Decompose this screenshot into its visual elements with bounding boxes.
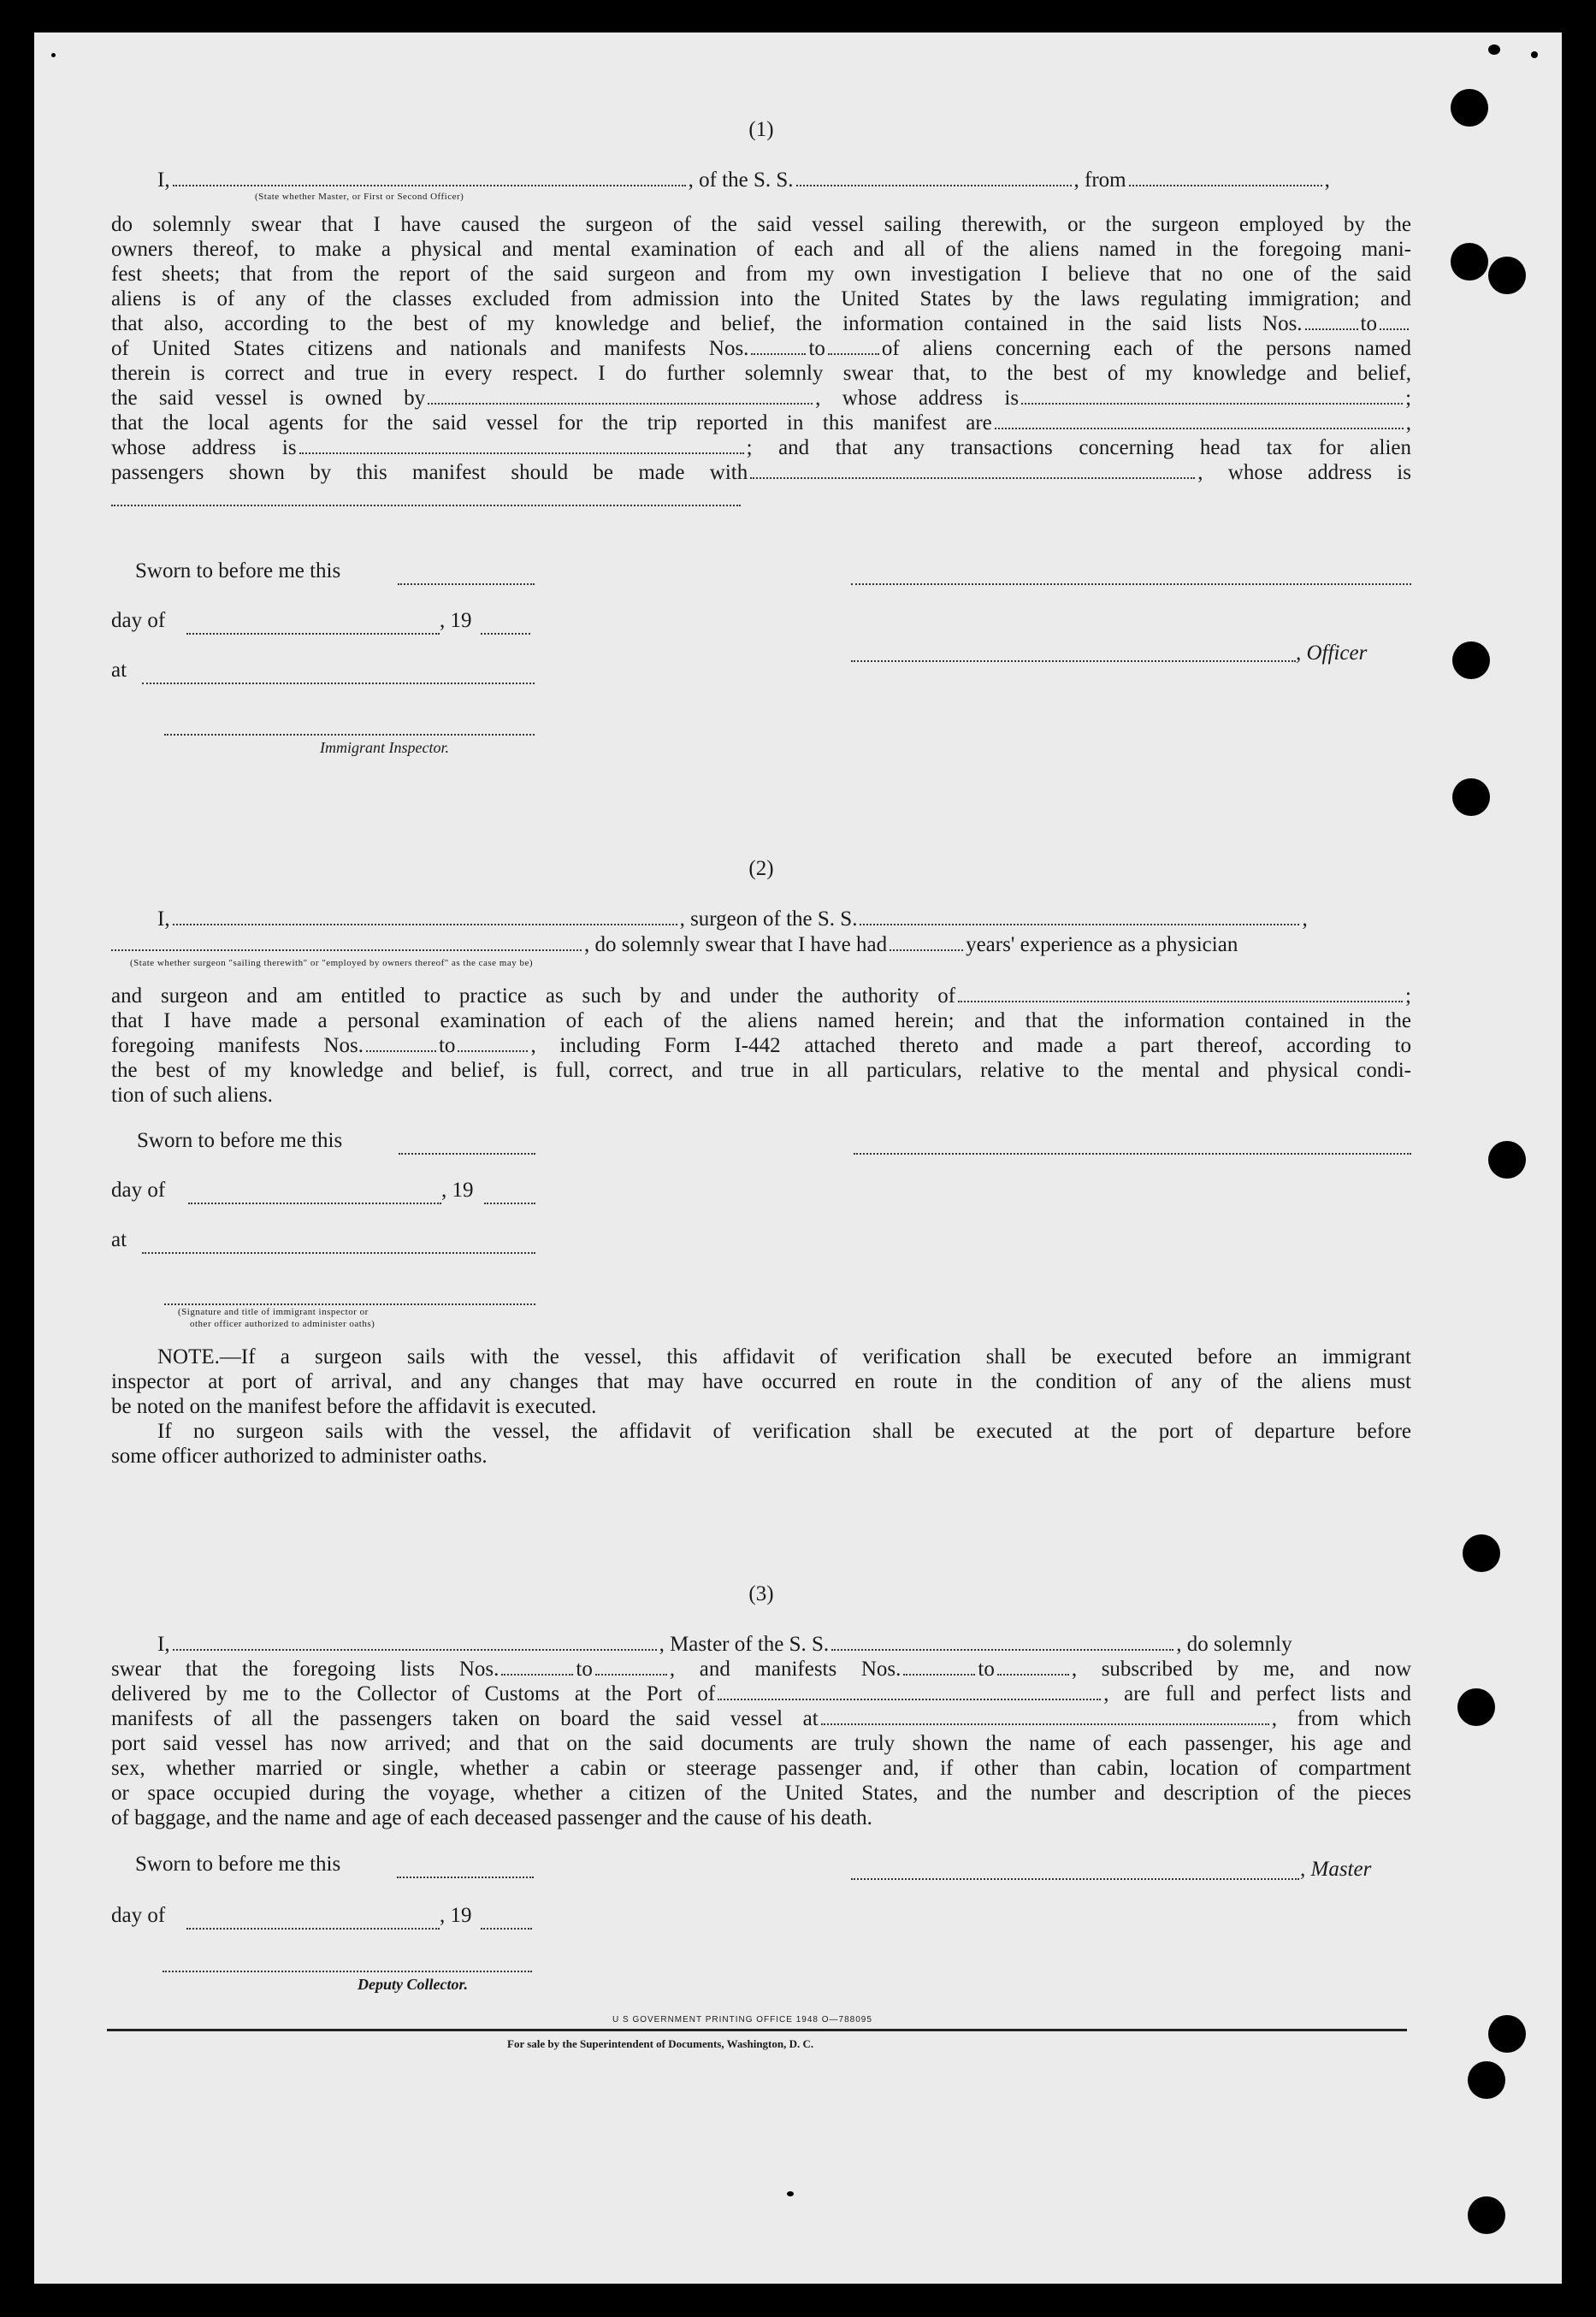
s2-note-line: some officer authorized to administer oaths. — [111, 1445, 488, 1468]
s2-para-line: that I have made a personal examination of each of the aliens named herein; and that the information contained in the — [111, 1009, 1411, 1032]
s1-para-line: owners thereof, to make a physical and mental examination of each and all of the aliens named in the foregoing mani- — [111, 238, 1411, 261]
s1-para-line: of United States citizens and nationals and manifests Nos. to of aliens concerning each of the persons named — [111, 337, 1411, 360]
s3-para-line: manifests of all the passengers taken on board the said vessel at , from which — [111, 1707, 1411, 1730]
s2-year-label: , 19 — [441, 1179, 474, 1202]
s2-signature-line — [854, 1153, 1411, 1155]
gpo-imprint: U S GOVERNMENT PRINTING OFFICE 1948 O—788095 — [612, 2015, 872, 2024]
s1-inspector-label: Immigrant Inspector. — [320, 739, 449, 756]
punch-hole — [1488, 2015, 1526, 2053]
s2-sworn-label: Sworn to before me this — [137, 1129, 343, 1152]
s2-sig-note-2: other officer authorized to administer oaths) — [190, 1319, 375, 1329]
s2-line-2: , do solemnly swear that I have had years' experience as a physician — [111, 932, 1411, 957]
s1-para-line: fest sheets; that from the report of the said surgeon and from my own investigation I believe that no one of the said — [111, 263, 1411, 286]
s1-para-line: do solemnly swear that I have caused the surgeon of the said vessel sailing therewith, or the surgeon employed by the — [111, 213, 1411, 236]
s1-para-line: the said vessel is owned by , whose address is ; — [111, 387, 1412, 410]
speck — [787, 2191, 794, 2196]
s2-sig-note-1: (Signature and title of immigrant inspector or — [178, 1307, 369, 1317]
punch-hole — [1468, 2061, 1505, 2099]
s1-para-line: therein is correct and true in every respect. I do further solemnly swear that, to the best of my knowledge and belief, — [111, 362, 1411, 385]
punch-hole — [1468, 2196, 1505, 2234]
s2-inspector-signature-line — [164, 1303, 535, 1305]
s1-para-line: passengers shown by this manifest should be made with , whose address is — [111, 461, 1411, 484]
s1-sworn-label: Sworn to before me this — [135, 559, 341, 582]
speck — [51, 53, 56, 57]
s3-sworn-label: Sworn to before me this — [135, 1853, 341, 1876]
s1-line-1: I, , of the S. S. , from , — [157, 168, 1330, 192]
s1-day-label: day of — [111, 609, 166, 632]
punch-hole — [1452, 641, 1490, 679]
s2-note-line: If no surgeon sails with the vessel, the affidavit of verification shall be executed at the port of departure before — [157, 1420, 1411, 1443]
punch-hole — [1488, 257, 1526, 294]
s3-deputy-label: Deputy Collector. — [358, 1976, 468, 1993]
s3-para-line: swear that the foregoing lists Nos. to , and manifests Nos. to , subscribed by me, and now — [111, 1658, 1411, 1681]
punch-hole — [1488, 1141, 1526, 1179]
s1-para-line: that also, according to the best of my knowledge and belief, the information contained in the said lists Nos. to — [111, 311, 1411, 336]
speck — [1488, 44, 1500, 55]
s2-day-label: day of — [111, 1179, 166, 1202]
punch-hole — [1451, 89, 1488, 127]
section-2-heading: (2) — [748, 857, 774, 880]
s3-para-line: sex, whether married or single, whether a cabin or steerage passenger and, if other than cabin, location of compartment — [111, 1757, 1411, 1780]
footer-rule — [107, 2029, 1407, 2031]
s2-para-line: foregoing manifests Nos. to , including Form I-442 attached thereto and made a part thereof, according to — [111, 1034, 1411, 1057]
s3-para-line: or space occupied during the voyage, whether a citizen of the United States, and the number and description of the pieces — [111, 1782, 1411, 1805]
s2-line-1: I, , surgeon of the S. S. , — [157, 907, 1308, 931]
s2-surgeon-note: (State whether surgeon "sailing therewith" or "employed by owners thereof" as the case may be) — [130, 958, 534, 968]
punch-hole — [1457, 1688, 1495, 1726]
s2-para-line: and surgeon and am entitled to practice as such by and under the authority of ; — [111, 984, 1411, 1008]
s2-para-line: tion of such aliens. — [111, 1084, 273, 1107]
s1-officer-signature-line — [851, 583, 1411, 585]
s1-at-label: at — [111, 659, 127, 682]
s1-para-line: that the local agents for the said vessel for the trip reported in this manifest are , — [111, 411, 1411, 434]
s2-note-line: NOTE.—If a surgeon sails with the vessel, this affidavit of verification shall be executed before an immigrant — [157, 1345, 1411, 1368]
s3-para-line: port said vessel has now arrived; and that on the said documents are truly shown the name of each passenger, his age and — [111, 1732, 1411, 1755]
s3-year-label: , 19 — [440, 1904, 472, 1927]
punch-hole — [1452, 778, 1490, 816]
s2-note-line: be noted on the manifest before the affidavit is executed. — [111, 1395, 597, 1418]
s3-line-1: I, , Master of the S. S. , do solemnly — [157, 1633, 1292, 1656]
footer-sale-notice: For sale by the Superintendent of Documents, Washington, D. C. — [507, 2037, 814, 2050]
s3-master-signature-line — [851, 1878, 1299, 1880]
s3-deputy-signature-line — [163, 1971, 532, 1972]
form-page — [34, 33, 1562, 2284]
section-1-heading: (1) — [748, 118, 774, 141]
s2-at-label: at — [111, 1228, 127, 1251]
s2-para-line: the best of my knowledge and belief, is full, correct, and true in all particulars, relative to the mental and physical condi- — [111, 1059, 1411, 1082]
s1-para-line: aliens is of any of the classes excluded from admission into the United States by the laws regulating immigration; and — [111, 287, 1411, 310]
punch-hole — [1463, 1534, 1500, 1572]
punch-hole — [1451, 243, 1488, 281]
s1-officer-label: , Officer — [1296, 641, 1368, 665]
s1-year-label: , 19 — [440, 609, 472, 632]
s1-officer-note: (State whether Master, or First or Second Officer) — [255, 192, 464, 202]
s3-para-line: delivered by me to the Collector of Customs at the Port of , are full and perfect lists and — [111, 1682, 1412, 1705]
s1-inspector-signature-line — [164, 734, 535, 736]
speck — [1531, 51, 1538, 58]
s3-para-line: of baggage, and the name and age of each deceased passenger and the cause of his death. — [111, 1806, 872, 1829]
s3-day-label: day of — [111, 1904, 166, 1927]
section-3-heading: (3) — [748, 1582, 774, 1605]
s1-address-line — [111, 505, 741, 506]
s2-note-line: inspector at port of arrival, and any changes that may have occurred en route in the condition of any of the aliens must — [111, 1370, 1411, 1393]
s3-master-label: , Master — [1300, 1858, 1372, 1881]
s1-para-line: whose address is ; and that any transactions concerning head tax for alien — [111, 436, 1411, 459]
